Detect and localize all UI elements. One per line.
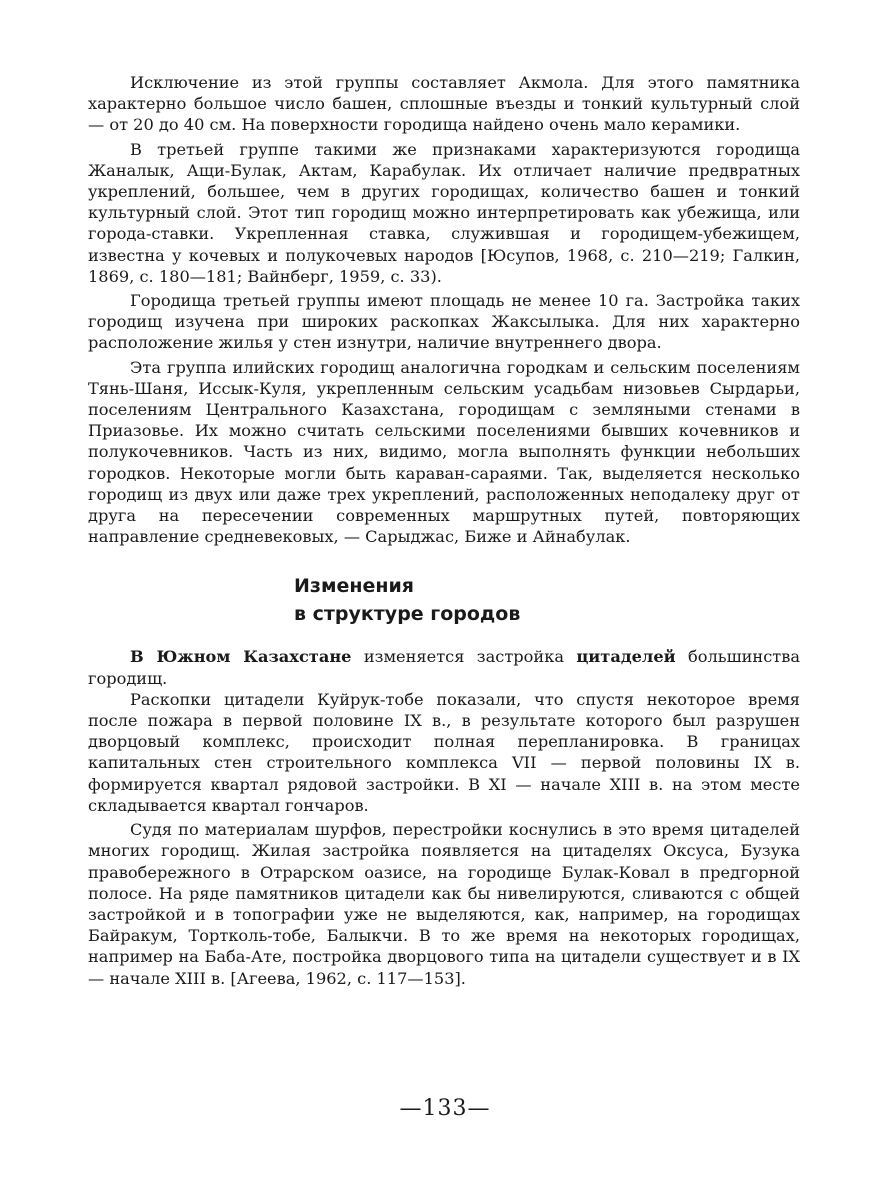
section-heading-line-2: в структуре городов bbox=[294, 603, 521, 626]
paragraph-third-group-area: Городища третьей группы имеют площадь не менее 10 га. Застройка таких городищ изучена при широких раскопках Жаксылыка. Для них характерно расположение жилья у стен изнутри, наличие внутреннего двора. bbox=[88, 291, 800, 353]
section-heading bbox=[88, 572, 800, 628]
paragraph-kuiruk-tobe: Раскопки цитадели Куйрук-тобе показали, что спустя некоторое время после пожара в первой половине IX в., в результате которого был разрушен дворцовый комплекс, происходит полная перепланировка. В границах капитальных стен строительного комплекса VII — первой половины IX в. формируется квартал рядовой застройки. В XI — начале XIII в. на этом месте складывается квартал гончаров. bbox=[88, 689, 800, 815]
paragraph-akmola: Исключение из этой группы составляет Акмола. Для этого памятника характерно большое число башен, сплошные въезды и тонкий культурный слой — от 20 до 40 см. На поверхности городища найдено очень мало керамики. bbox=[88, 73, 800, 135]
paragraph-third-group-features: В третьей группе такими же признаками характеризуются городища Жаналык, Ащи-Булак, Актам, Карабулак. Их отличает наличие предвратных укреплений, большее, чем в других городищах, количество башен и тонкий культурный слой. Этот тип городищ можно интерпретировать как убежища, или города-ставки. Укрепленная ставка, служившая и городищем-убежищем, известна у кочевых и полукочевых народов [Юсупов, 1968, с. 210—219; Галкин, 1869, с. 180—181; Вайнберг, 1959, с. 33). bbox=[88, 139, 800, 286]
lead-text-1: изменяется застройка bbox=[351, 647, 577, 667]
paragraph-pit-materials: Судя по материалам шурфов, перестройки коснулись в это время цитаделей многих городищ. Жилая застройка появляется на цитаделях Оксуса, Бузука правобережного в Отрарском оазисе, на городище Булак-Ковал в предгорной полосе. На ряде памятников цитадели как бы нивелируются, сливаются с общей застройкой и в топографии уже не выделяются, как, например, на городищах Байракум, Тортколь-тобе, Балыкчи. В то же время на некоторых городищах, например на Баба-Ате, постройка дворцового типа на цитадели существует и в IX — начале XIII в. [Агеева, 1962, с. 117—153]. bbox=[88, 820, 800, 988]
lead-text-2: большинства городищ. bbox=[88, 647, 801, 688]
paragraph-ili-group: Эта группа илийских городищ аналогична городкам и сельским поселениям Тянь-Шаня, Иссык-Куля, укрепленным сельским усадьбам низовьев Сырдарьи, поселениям Центрального Казахстана, городищам с земляными стенами в Приазовье. Их можно считать сельскими поселениями бывших кочевников и полукочевников. Часть из них, видимо, могла выполнять функции небольших городков. Некоторые могли быть караван-сараями. Так, выделяется несколько городищ из двух или даже трех укреплений, расположенных неподалеку друг от друга на пересечении современных маршрутных путей, повторяющих направление средневековых, — Сарыджас, Биже и Айнабулак. bbox=[88, 357, 800, 547]
paragraph-south-kazakhstan-lead bbox=[88, 646, 800, 688]
section-heading-line-1: Изменения bbox=[294, 575, 415, 598]
lead-bold-citadels: цитаделей bbox=[576, 647, 676, 667]
page-body bbox=[88, 72, 800, 989]
page-number: —133— bbox=[399, 1096, 491, 1121]
lead-bold-region: В Южном Казахстане bbox=[130, 647, 352, 667]
